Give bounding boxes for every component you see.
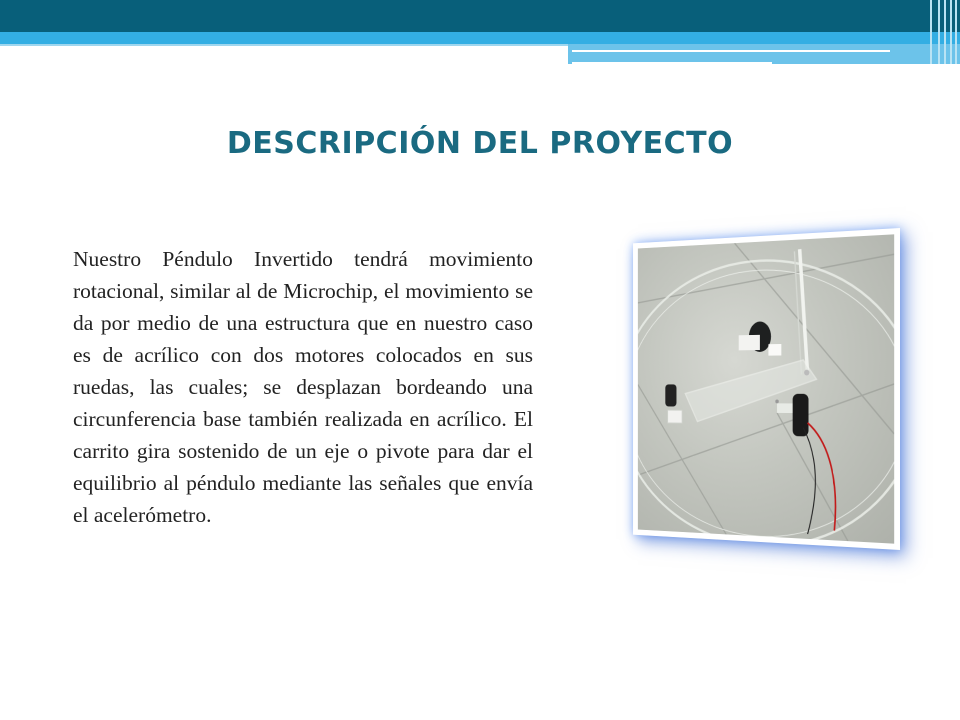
header-stripe xyxy=(0,44,568,46)
header-stripe xyxy=(572,62,772,64)
header-corner-lines xyxy=(926,0,960,64)
header-bar xyxy=(0,0,960,32)
slide-title: DESCRIPCIÓN DEL PROYECTO xyxy=(226,126,734,161)
pendulum-photo xyxy=(633,228,900,550)
header-stripe xyxy=(572,50,890,52)
project-photo xyxy=(633,228,900,550)
header-stripe xyxy=(568,44,960,64)
pendulum-illustration xyxy=(638,234,894,543)
slide-body-text: Nuestro Péndulo Invertido tendrá movimiento rotacional, similar al de Microchip, el movimiento se da por medio de una estructura que en nuestro caso es de acrílico con dos motores colocados en sus ruedas, las cuales; se desplazan bordeando una circunferencia base también realizada en acrílico. El carrito gira sostenido de un eje o pivote para dar el equilibrio al péndulo mediante las señales que envía el acelerómetro. xyxy=(73,247,533,527)
header-bar-accent xyxy=(0,32,960,44)
